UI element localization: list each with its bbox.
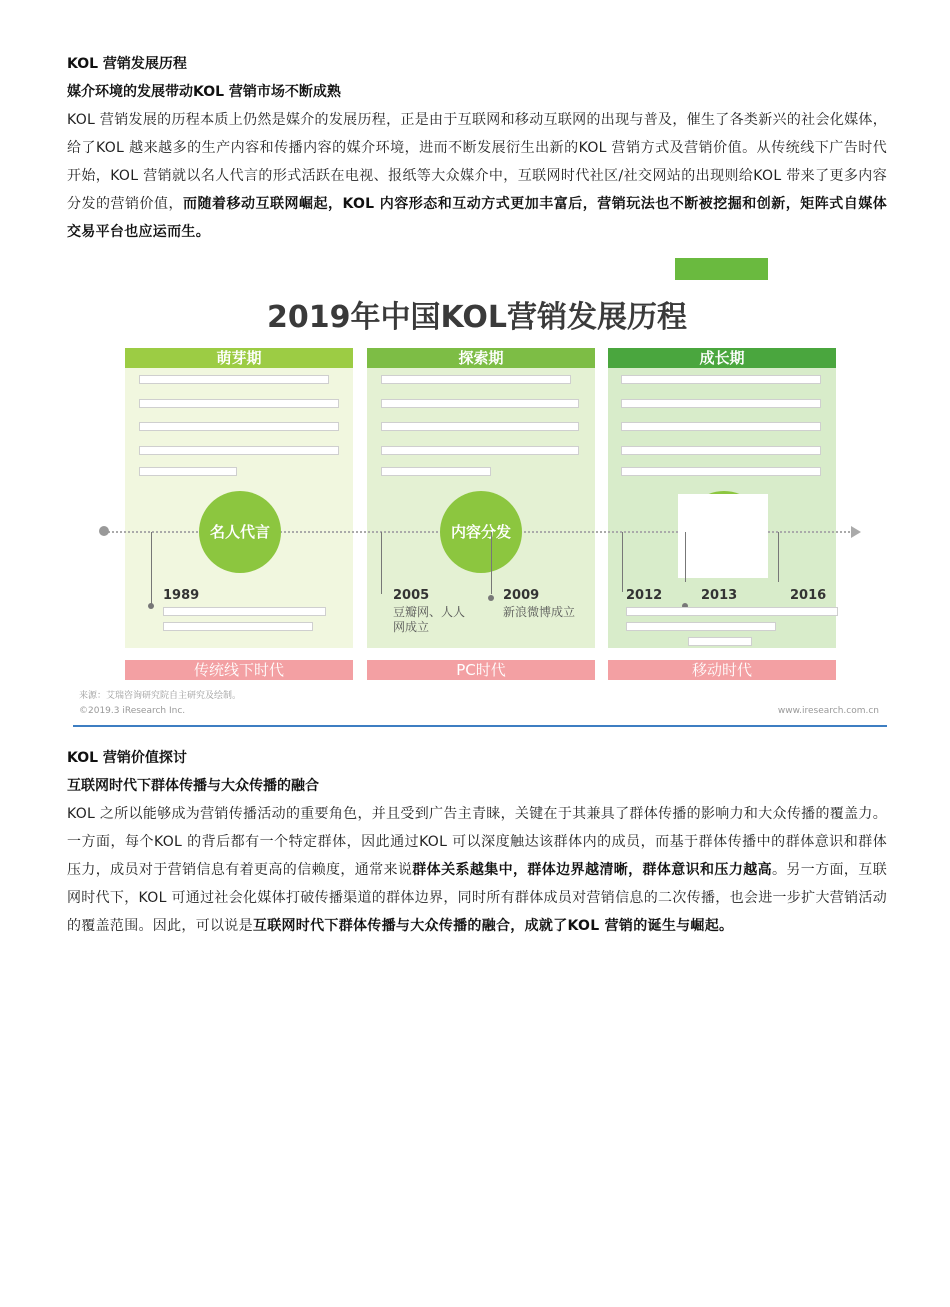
year-dot <box>488 595 494 601</box>
redacted-line <box>381 467 491 476</box>
redacted-line <box>163 622 313 631</box>
paragraph-bold-text: 而随着移动互联网崛起，KOL 内容形态和互动方式更加丰富后，营销玩法也不断被挖掘和创新，矩阵式自媒体交易平台也应运而生。 <box>67 196 887 240</box>
figure-title: 2019年中国KOL营销发展历程 <box>266 300 687 335</box>
section-subheading: 互联网时代下群体传播与大众传播的融合 <box>67 778 319 794</box>
redacted-line <box>381 399 579 408</box>
year-2016: 2016 <box>790 588 827 603</box>
era-label: 传统线下时代 <box>125 660 353 680</box>
paragraph-text: 。另一方面，互联网时代下，KOL 可通过社会化媒体打破传播渠道的群体边界，同时所有群体成员对营销信息的二次传播，也会进一步扩大营销活动的覆盖范围。因此，可以说是 <box>67 862 887 934</box>
year-2013: 2013 <box>701 588 738 603</box>
circle-content-distribution: 内容分发 <box>440 491 522 573</box>
era-label: PC时代 <box>367 660 595 680</box>
redacted-line <box>626 622 776 631</box>
paragraph-text: KOL 之所以能够成为营销传播活动的重要角色，并且受到广告主青睐，关键在于其兼具了群体传播的影响力和大众传播的覆盖力。一方面，每个KOL 的背后都有一个特定群体，因此通过KOL 可以深度触达该群体内的成员，而基于群体传播中的群体意识和群体压力，成员对于营销信息有着更高的信赖度，通常来说 <box>67 806 887 878</box>
section-heading: KOL 营销发展历程 <box>67 56 187 72</box>
redacted-line <box>139 446 339 455</box>
year-connector <box>491 532 492 594</box>
redacted-line <box>688 637 752 646</box>
section-heading: KOL 营销价值探讨 <box>67 750 187 766</box>
section-two <box>67 744 887 940</box>
redacted-line <box>381 375 571 384</box>
stage-label: 探索期 <box>367 348 595 368</box>
redacted-line <box>621 422 821 431</box>
redacted-line <box>621 399 821 408</box>
year-2009: 2009 <box>503 588 540 603</box>
section-subheading: 媒介环境的发展带动KOL 营销市场不断成熟 <box>67 84 341 100</box>
body-paragraph <box>67 800 887 940</box>
circle-celebrity-endorsement: 名人代言 <box>199 491 281 573</box>
green-decor-bar <box>675 258 768 280</box>
stage-label: 萌芽期 <box>125 348 353 368</box>
note-2009: 新浪微博成立 <box>503 605 576 619</box>
redacted-line <box>621 446 821 455</box>
figure-source: 来源：艾瑞咨询研究院自主研究及绘制。 <box>79 691 242 701</box>
timeline-arrow-icon <box>851 526 861 538</box>
year-dot <box>148 603 154 609</box>
year-connector <box>685 532 686 582</box>
paragraph-text: KOL 营销发展的历程本质上仍然是媒介的发展历程，正是由于互联网和移动互联网的出现与普及，催生了各类新兴的社会化媒体，给了KOL 越来越多的生产内容和传播内容的媒介环境，进而不断发展衍生出新的KOL 营销方式及营销价值。从传统线下广告时代开始，KOL 营销就以名人代言的形式活跃在电视、报纸等大众媒介中，互联网时代社区/社交网站的出现则给KOL 带来了更多内容分发的营销价值， <box>67 112 887 212</box>
redacted-line <box>621 467 821 476</box>
redacted-line <box>381 422 579 431</box>
figure-site: www.iresearch.com.cn <box>777 706 879 716</box>
year-connector <box>622 532 623 592</box>
year-connector <box>778 532 779 582</box>
timeline-figure <box>67 258 887 730</box>
timeline-start-dot <box>99 526 109 536</box>
note-2005: 豆瓣网、人人网成立 <box>393 605 466 634</box>
stage-label: 成长期 <box>608 348 836 368</box>
year-2005: 2005 <box>393 588 430 603</box>
year-1989: 1989 <box>163 588 200 603</box>
figure-bottom-rule <box>73 725 887 727</box>
figure-copyright: ©2019.3 iResearch Inc. <box>79 706 186 716</box>
year-connector <box>381 532 382 594</box>
redacted-line <box>139 375 329 384</box>
redacted-line <box>139 422 339 431</box>
document-page <box>67 50 887 940</box>
paragraph-bold-text: 互联网时代下群体传播与大众传播的融合，成就了KOL 营销的诞生与崛起。 <box>252 918 734 934</box>
redacted-line <box>163 607 326 616</box>
redacted-line <box>381 446 579 455</box>
redacted-line <box>139 467 237 476</box>
redacted-line <box>626 607 838 616</box>
paragraph-bold-text: 群体关系越集中，群体边界越清晰，群体意识和压力越高 <box>412 862 772 878</box>
redacted-line <box>621 375 821 384</box>
year-2012: 2012 <box>626 588 663 603</box>
redacted-box <box>678 494 768 578</box>
redacted-line <box>139 399 339 408</box>
era-label: 移动时代 <box>608 660 836 680</box>
year-connector <box>151 532 152 606</box>
body-paragraph <box>67 106 887 246</box>
